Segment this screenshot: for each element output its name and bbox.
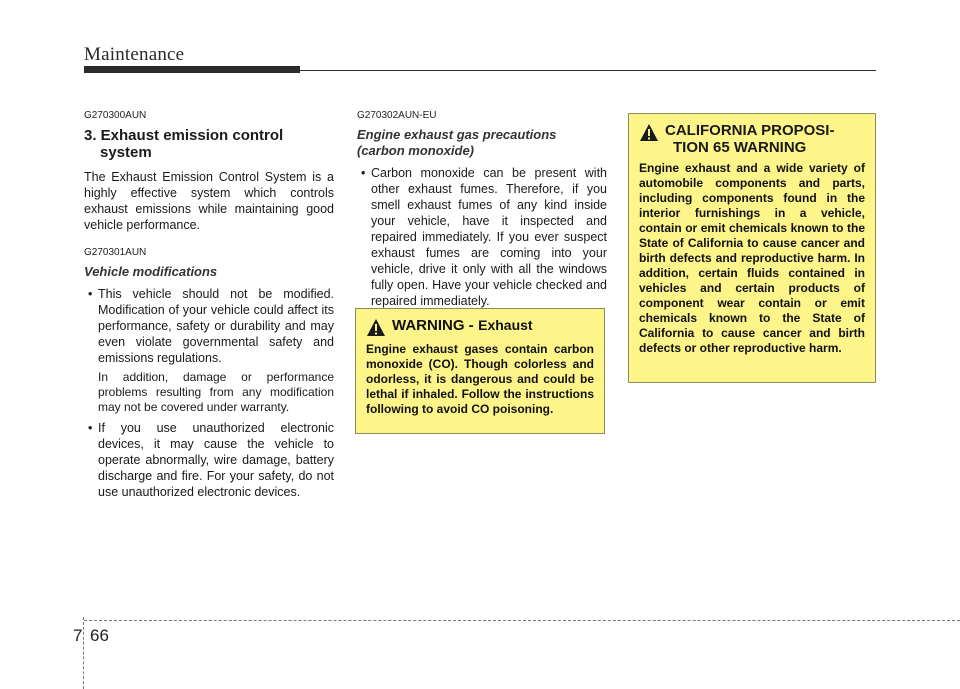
chapter-number: 7	[73, 626, 83, 645]
california-box-header	[639, 122, 865, 156]
california-warning-box	[628, 113, 876, 383]
bullet-text: Carbon monoxide can be present with other exhaust fumes. Therefore, if you smell exhaust fumes of any kind inside your vehicle, have it inspected and repaired immediately. If you ever suspect exhaust fumes are coming into your vehicle, drive it only with all the windows fully open. Have your vehicle checked and repaired immediately.	[371, 166, 607, 308]
section-title-line2: system	[100, 144, 152, 161]
subsection-heading: Vehicle modifications	[84, 264, 218, 279]
intro-paragraph: The Exhaust Emission Control System is a highly effective system which controls exhaust emissions while maintaining good vehicle performance.	[84, 170, 334, 232]
page-header-title: Maintenance	[84, 44, 185, 65]
header-rule-thin	[300, 70, 876, 71]
left-column	[84, 110, 334, 505]
bullet-text: This vehicle should not be modified. Modification of your vehicle could affect its performance, safety or durability and may even violate governmental safety and emissions regulations.	[98, 287, 334, 365]
list-item	[357, 165, 607, 309]
bullet-dot: •	[88, 421, 93, 435]
footer-rule-vertical	[83, 617, 84, 689]
middle-column	[357, 110, 607, 314]
exhaust-bullets	[357, 165, 607, 309]
section-title	[84, 127, 334, 161]
modification-bullets	[84, 286, 334, 500]
subsection-code: G270301AUN	[84, 247, 147, 258]
warning-box-text: Engine exhaust gases contain carbon monoxide (CO). Though colorless and odorless, it is dangerous and could be lethal if inhaled. Follow the instructions following to avoid CO poisoning.	[366, 342, 594, 416]
california-title-line2: TION 65 WARNING	[673, 139, 807, 156]
header-rule-thick	[84, 66, 300, 73]
subsection-heading: Engine exhaust gas precautions (carbon monoxide)	[357, 127, 557, 158]
section-code: G270302AUN-EU	[357, 110, 437, 121]
footer-rule-horizontal	[84, 620, 960, 621]
page-number: 66	[90, 626, 109, 645]
bullet-dot: •	[88, 287, 93, 301]
warning-sublabel: Exhaust	[478, 317, 533, 333]
warning-triangle-icon	[639, 123, 659, 142]
list-item	[84, 420, 334, 500]
warning-box	[355, 308, 605, 434]
california-title-line1: CALIFORNIA PROPOSI-	[665, 122, 835, 139]
warning-box-header	[366, 317, 594, 337]
california-box-text: Engine exhaust and a wide variety of automobile components and parts, including components found in the interior furnishings in a vehicle, contain or emit chemicals known to the State of California to cause cancer and birth defects and reproductive harm. In addition, certain fluids contained in vehicles and certain products of component wear contain or emit chemicals known to the State of California to cause cancer and birth defects or other reproductive harm.	[639, 161, 865, 355]
warning-box-title	[392, 317, 533, 335]
bullet-dot: •	[361, 166, 366, 180]
warning-label: WARNING -	[392, 317, 474, 334]
california-box-title	[665, 122, 834, 156]
section-code: G270300AUN	[84, 110, 147, 121]
list-item	[84, 286, 334, 415]
section-title-line1: 3. Exhaust emission control	[84, 127, 284, 144]
bullet-text: If you use unauthorized electronic devices, it may cause the vehicle to operate abnormally, wire damage, battery discharge and fire. For your safety, do not use unauthorized electronic devices.	[98, 421, 334, 499]
bullet-extra-text: In addition, damage or performance problems resulting from any modification may not be covered under warranty.	[98, 370, 334, 414]
warning-triangle-icon	[366, 318, 386, 337]
